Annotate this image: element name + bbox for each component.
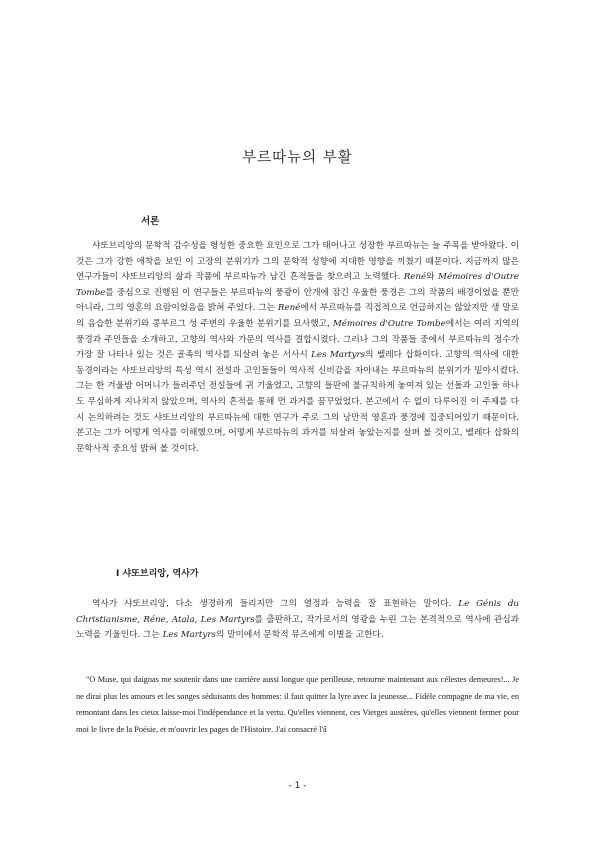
section-text-2: 를 출판하고, 작가로서의 영광을 누린 그는 본격적으로 역사에 관심과 노력을 기울인다. 그는	[76, 614, 519, 641]
section-text-1: 역사가 샤또브리앙, 다소 생경하게 들리지만 그의 열정과 능력을 잘 표현하는 말이다.	[92, 599, 459, 609]
intro-text-4: 에서 부르따뉴를 직접적으로 언급하지는 않았지만 생 말로의 음습한 분위기와 콩부르그 성 주변의 우울한 분위기를 묘사했고,	[76, 303, 520, 329]
intro-text-6: 의 벨레다 삽화이다. 고향의 역사에 대한 동경이라는 샤또브리앙의 특성 역시 전설과 고인돌들이 역사적 신비감을 자아내는 부르따뉴의 분위기가 밑아시켰다. 그는 한 겨울밤 어머니가 들려주던 전설들에 귀 기울였고, 고향의 들판에 불규칙하게 놓여져 있는 선돌과 고인돌 하나도 무심하게 지나치지 않았으며, 역사의 흔적을 통해 먼 과거를 꿈꾸었었다. 본고에서 수 없이 다루어진 이 주제를 다시 논의하려는 것도 샤또브리앙의 부르따뉴에 대한 연구가 주로 그의 낭만적 영혼과 풍경에 집중되어있기 때문이다. 본고는 그가 어떻게 역사를 이해했으며, 어떻게 부르따뉴의 과거를 되살려 놓았는지를 살펴 볼 것이고, 벨레다 삽화의 문학사적 중요성 밝혀 볼 것이다.	[76, 350, 519, 454]
intro-text-2: 와	[426, 272, 439, 283]
intro-title-memoires-1: Mémoires d'Outre Tombe	[76, 272, 520, 298]
intro-text-1: 샤또브리앙의 문학적 감수성을 형성한 중요한 요인으로 그가 태어나고 성장한 부르따뉴는 늘 주목을 받아왔다. 이것은 그가 강한 애착을 보인 이 고장의 분위기가 그의 문학적 성향에 지대한 영향을 끼쳤기 때문이다. 지금까지 많은 연구가들이 샤또브리앙의 삶과 작품에 부르따뉴가 남긴 흔적들을 찾으려고 노력했다.	[76, 241, 519, 283]
section-heading: I 샤또브리앙, 역사가	[116, 569, 199, 579]
intro-text-3: 를 중심으로 진행된 이 연구들은 부르따뉴의 풍광이 안개에 잠긴 우울한 풍경은 그의 작품의 배경이었을 뿐만 아니라, 그의 영혼의 요람이었음을 밝혀 주었다. 그는	[76, 287, 519, 314]
section-works-list: Le Génis du Christianisme, Réne, Atala, Les Martyrs	[76, 599, 519, 625]
french-quotation: "O Muse, qui daignas me soutenir dans une carrière aussi longue que perilleuse, retourne maintenant aux célestes demeures!... Je ne dirai plus les amours et les songes séduisants des hommes: il faut quitter la lyre avec la jeunesse... Fidèle compagne de ma vie, en remontant dans les cieux laisse-moi l'indépendance et la vertu. Qu'elles viennent, ces Vierges austères, qu'elles viennent fermer pour moi le livre de la Poésie, et m'ouvrir les pages de l'Histoire. J'ai consacré l'â	[76, 675, 519, 734]
intro-title-rene-2: René	[277, 303, 301, 314]
intro-title-memoires-2: Mémoires d'Outre Tombe	[332, 318, 446, 329]
intro-title-martyrs: Les Martyrs	[311, 350, 366, 361]
intro-text-5: 에서는 여러 지역의 풍경과 주민들을 소개하고, 고향의 역사와 가문의 역사를 결합시켰다. 그러나 그의 작품들 중에서 부르따뉴의 정수가 가장 잘 나타나 있는 것은 골족의 역사를 되살려 놓은 서사시	[76, 318, 519, 361]
section-text-3: 의 말미에서 문학적 뮤즈에게 이별을 고한다.	[215, 630, 384, 641]
page-title: 부르따뉴의 부활	[242, 150, 353, 166]
page-number: - 1 -	[288, 781, 307, 791]
intro-paragraph	[76, 239, 519, 457]
section-paragraph	[76, 597, 519, 644]
section-title-martyrs: Les Martyrs	[162, 630, 216, 641]
intro-heading: 서론	[141, 216, 160, 227]
intro-title-rene-1: René	[403, 272, 427, 283]
